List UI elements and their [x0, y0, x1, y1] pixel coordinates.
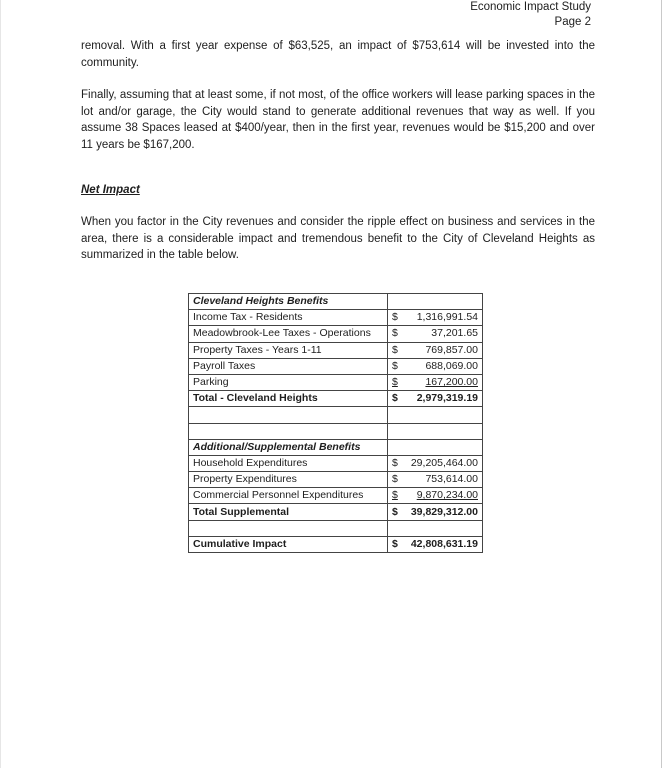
total-label: Total Supplemental	[189, 504, 388, 520]
row-value: 167,200.00	[425, 376, 478, 389]
row-value: 769,857.00	[425, 343, 478, 356]
row-value: 37,201.65	[431, 327, 478, 340]
table-row	[189, 294, 483, 310]
row-value: 9,870,234.00	[416, 489, 478, 502]
table-row: Household Expenditures $ 29,205,464.00	[189, 455, 483, 471]
paragraph-parking: Finally, assuming that at least some, if not most, of the office workers will lease parking spaces in the lot and/or garage, the City would stand to generate additional revenues that way as well. If you assume 38 Spaces leased at $400/year, then in the first year, revenues would be $15,200 and over 11 years be $167,200.	[81, 89, 595, 151]
header-page-number: Page 2	[554, 16, 591, 28]
row-label: Meadowbrook-Lee Taxes - Operations	[189, 326, 388, 342]
table-row: Payroll Taxes $ 688,069.00	[189, 358, 483, 374]
page-header	[470, 0, 591, 30]
cumulative-label: Cumulative Impact	[189, 536, 388, 552]
table-row: Income Tax - Residents $ 1,316,991.54	[189, 310, 483, 326]
table-row-total: Total - Cleveland Heights $ 2,979,319.19	[189, 391, 483, 407]
row-label: Household Expenditures	[189, 455, 388, 471]
table-row-empty	[189, 423, 483, 439]
table-row: Parking $ 167,200.00	[189, 374, 483, 390]
net-impact-heading: Net Impact	[81, 184, 140, 196]
table-row: Meadowbrook-Lee Taxes - Operations $ 37,201.65	[189, 326, 483, 342]
paragraph-removal: removal. With a first year expense of $63,525, an impact of $753,614 will be invested into the community.	[81, 40, 595, 69]
row-label: Parking	[189, 374, 388, 390]
paragraph-net-impact: When you factor in the City revenues and consider the ripple effect on business and services in the area, there is a considerable impact and tremendous benefit to the City of Cleveland Heights as summarized in the table below.	[81, 216, 595, 261]
row-value: 29,205,464.00	[410, 456, 478, 469]
table-row	[189, 439, 483, 455]
table-row: Property Expenditures $ 753,614.00	[189, 472, 483, 488]
row-label: Commercial Personnel Expenditures	[189, 488, 388, 504]
benefits-table	[188, 293, 483, 553]
cumulative-value: 42,808,631.19	[410, 537, 478, 550]
row-label: Property Expenditures	[189, 472, 388, 488]
total-value: 2,979,319.19	[416, 392, 478, 405]
total-value: 39,829,312.00	[410, 505, 478, 518]
section-title-supplemental: Additional/Supplemental Benefits	[189, 439, 388, 455]
row-label: Payroll Taxes	[189, 358, 388, 374]
row-label: Property Taxes - Years 1-11	[189, 342, 388, 358]
total-label: Total - Cleveland Heights	[189, 391, 388, 407]
table-row-empty	[189, 407, 483, 423]
table-row-cumulative: Cumulative Impact $ 42,808,631.19	[189, 536, 483, 552]
row-value: 688,069.00	[425, 359, 478, 372]
header-title: Economic Impact Study	[470, 1, 591, 13]
table-row-empty	[189, 520, 483, 536]
table-row: Property Taxes - Years 1-11 $ 769,857.00	[189, 342, 483, 358]
section-title-cleveland-heights: Cleveland Heights Benefits	[189, 294, 388, 310]
row-value: 753,614.00	[425, 473, 478, 486]
table-row: Commercial Personnel Expenditures $ 9,870,234.00	[189, 488, 483, 504]
row-value: 1,316,991.54	[416, 311, 478, 324]
table-row-total: Total Supplemental $ 39,829,312.00	[189, 504, 483, 520]
row-label: Income Tax - Residents	[189, 310, 388, 326]
